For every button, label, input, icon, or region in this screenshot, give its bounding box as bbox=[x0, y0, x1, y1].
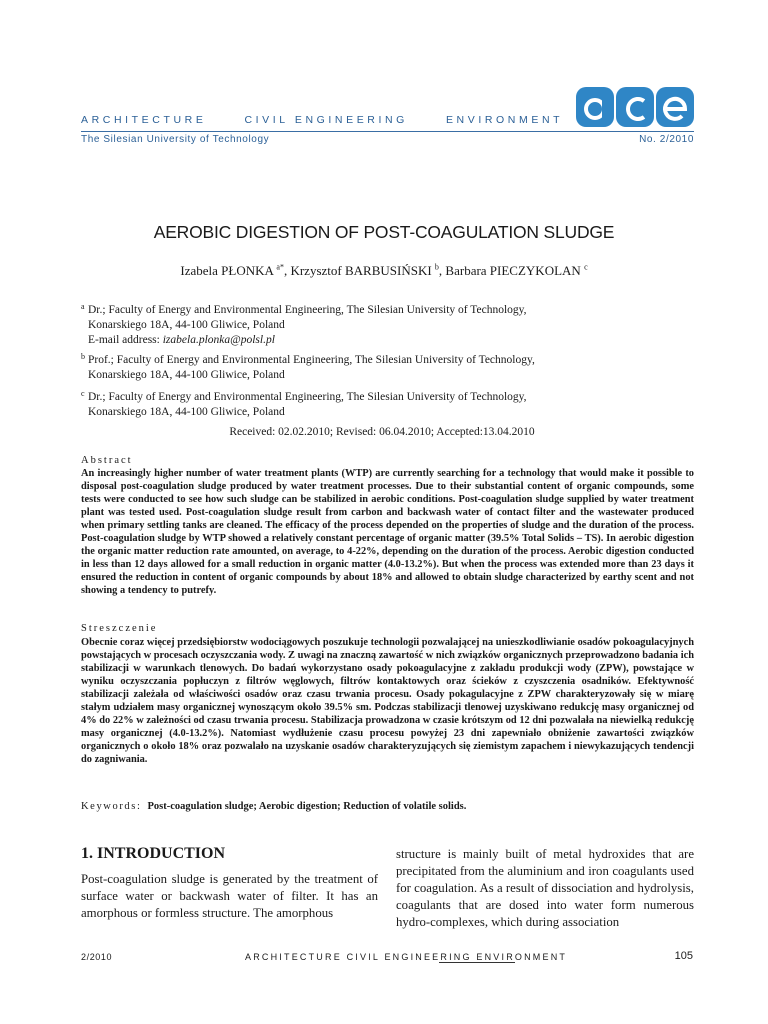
affiliation-line: Konarskiego 18A, 44-100 Gliwice, Poland bbox=[88, 319, 285, 331]
header-rule bbox=[81, 131, 694, 132]
author-name: Izabela PŁONKA bbox=[180, 263, 274, 278]
keywords-label: Keywords: bbox=[81, 801, 142, 812]
footer-series bbox=[245, 952, 567, 962]
affiliation-line: Prof.; Faculty of Energy and Environmental Engineering, The Silesian University of Technology, bbox=[88, 354, 535, 366]
streszczenie-text: Obecnie coraz więcej przedsiębiorstw wodociągowych poszukuje technologii pozwalającej na unieszkodliwianie osadów pokoagulacyjnych powstających w procesach oczyszczania wody. Z uwagi na znaczną zawartość w nich związków organicznych przeprowadzono badania ich stabilizacji w warunkach tlenowych. Do badań wykorzystano osady pokoagulacyjne z zakładu produkcji wody (ZPW), powstające w wyniku oczyszczania popłuczyn z filtrów węglowych, filtrów kontaktowych oraz ścieków z czyszczenia osadników. Efektywność stabilizacji zależała od właściwości osadów oraz czasu trwania procesu. Osady pokagulacyjne z ZPW charakteryzowały się w miarę stałym udziałem masy organicznej wynoszącym około 39.5% sm. Podczas stabilizacji tlenowej uzyskiwano redukcję masy organicznej od 4% do 22% w zależności od czasu trwania procesu. Stabilizacja prowadzona w czasie krótszym od 12 dni pozwalała na niewielką redukcję masy organicznej (4.0-13.2%). Natomiast wydłużenie czasu procesu powyżej 23 dni zapewniało obniżenie zawartości związków organicznych o około 18% oraz pozwalało na uzyskanie osadów charakteryzujących się ziemistym zapachem i niewykazujących tendencji do zagniwania. bbox=[81, 637, 694, 765]
affiliation-mark: c bbox=[81, 389, 85, 398]
author-separator: , bbox=[438, 263, 446, 278]
section-heading-introduction: 1. INTRODUCTION bbox=[81, 845, 226, 862]
author-list bbox=[0, 263, 768, 279]
author-name: Krzysztof BARBUSIŃSKI bbox=[290, 263, 432, 278]
series-architecture: ARCHITECTURE bbox=[81, 114, 207, 126]
affiliation-line: Dr.; Faculty of Energy and Environmental Engineering, The Silesian University of Technology, bbox=[88, 304, 527, 316]
affiliation-line: Dr.; Faculty of Energy and Environmental Engineering, The Silesian University of Technology, bbox=[88, 391, 527, 403]
author-mark: b bbox=[434, 262, 439, 272]
keywords-text: Post-coagulation sludge; Aerobic digestion; Reduction of volatile solids. bbox=[147, 801, 467, 812]
affiliation-mark: b bbox=[81, 352, 85, 361]
footer-issue: 2/2010 bbox=[81, 952, 113, 962]
affiliation-b bbox=[81, 353, 681, 383]
received-dates: Received: 02.02.2010; Revised: 06.04.2010; Accepted:13.04.2010 bbox=[229, 426, 535, 438]
series-environment: ENVIRONMENT bbox=[445, 114, 564, 126]
affiliation-mark: a bbox=[81, 302, 85, 311]
footer-underline bbox=[439, 962, 515, 963]
author-separator: , bbox=[283, 263, 291, 278]
streszczenie-label: Streszczenie bbox=[81, 623, 158, 634]
author-mark: c bbox=[584, 262, 588, 272]
issue-number: No. 2/2010 bbox=[639, 134, 694, 145]
affiliation-line: Konarskiego 18A, 44-100 Gliwice, Poland bbox=[88, 406, 285, 418]
page-number: 105 bbox=[674, 950, 693, 962]
affiliation-line: Konarskiego 18A, 44-100 Gliwice, Poland bbox=[88, 369, 285, 381]
footer-series-text: ARCHITECTURE CIVIL ENGINEERING bbox=[245, 952, 472, 962]
abstract-text: An increasingly higher number of water treatment plants (WTP) are currently searching for a technology that would make it possible to disposal post-coagulation sludge produced by water treatment processes. Due to their substantial content of organic compounds, some tests were conducted to see how such sludge can be stabilized in aerobic conditions. Post-coagulation sludge supplied by water treatment plant was tested used. Post-coagulation sludge result from carbon and backwash water of contact filter and the wastewater produced when primary settling tanks are cleaned. The efficacy of the process depended on the properties of sludge and the duration of the process. Post-coagulation sludge by WTP showed a relatively constant percentage of organic matter (39.5% Total Solids – TS). In aerobic digestion the organic matter reduction rate amounted, on average, to 4-22%, depending on the duration of the process. Aerobic digestion conducted in less than 12 days allowed for a small reduction in organic matter (4.0-13.2%). But when the process was extended more than 23 days it ensured the reduction in content of organic compounds by about 18% and allowed to obtain sludge characterized by earthy scent and not showing a tendency to putrefy. bbox=[81, 468, 694, 596]
affiliation-c bbox=[81, 390, 681, 420]
footer-series-environment: ENVIRONMENT bbox=[476, 952, 568, 962]
logo-text: ace bbox=[635, 125, 637, 126]
university-name: The Silesian University of Technology bbox=[81, 134, 270, 145]
article-title: AEROBIC DIGESTION OF POST-COAGULATION SLUDGE bbox=[153, 222, 615, 242]
body-column-right: structure is mainly built of metal hydroxides that are precipitated from the aluminium and iron coagulants used for coagulation. As a result of dissociation and hydrolysis, coagulants that are dosed into water form numerous hydro-complexes, which during association bbox=[396, 847, 694, 929]
journal-series bbox=[81, 114, 563, 126]
keywords bbox=[81, 801, 466, 812]
series-civil-engineering: CIVIL ENGINEERING bbox=[244, 114, 408, 126]
affiliation-a bbox=[81, 303, 681, 348]
email-link[interactable]: izabela.plonka@polsl.pl bbox=[162, 334, 275, 346]
abstract-label: Abstract bbox=[81, 455, 133, 466]
email-label: E-mail address: bbox=[88, 334, 163, 346]
body-column-left: Post-coagulation sludge is generated by the treatment of surface water or backwash water of filter. It has an amorphous or formless structure. The amorphous bbox=[81, 872, 378, 920]
ace-logo bbox=[575, 85, 695, 129]
email-line bbox=[88, 333, 681, 348]
author-name: Barbara PIECZYKOLAN bbox=[445, 263, 581, 278]
author-mark: a* bbox=[276, 262, 284, 272]
